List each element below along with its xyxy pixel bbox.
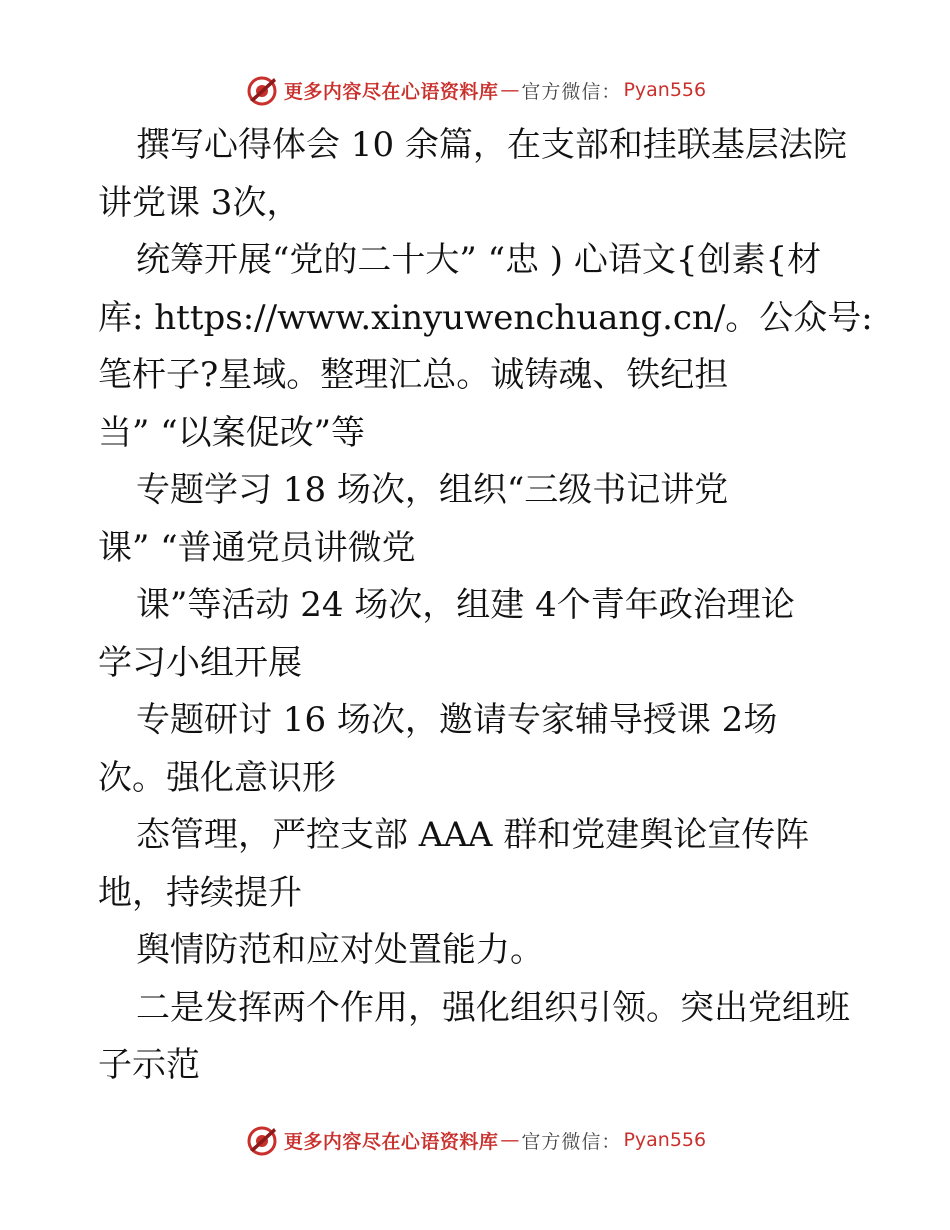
brand-logo-icon — [244, 1122, 280, 1158]
banner-wechat-id: Pyan556 — [623, 79, 707, 101]
text-line: 统筹开展“党的二十大” “忠 ) 心语文{创素{材 — [136, 240, 822, 280]
text-line: 库: https://www.xinyuwenchuang.cn/。公众号: — [98, 297, 873, 338]
text-line: 子示范 — [98, 1045, 200, 1085]
footer-banner — [0, 1120, 950, 1160]
text-line: 讲党课 3次， — [98, 182, 301, 223]
banner-wechat-label: 官方微信： — [521, 1130, 622, 1153]
text-line: 二是发挥两个作用，强化组织引领。突出党组班 — [136, 987, 850, 1028]
banner-title: 更多内容尽在心语资料库 — [283, 1130, 499, 1153]
banner-dash: — — [500, 79, 520, 101]
text-line: 撰写心得体会 10 余篇，在支部和挂联基层法院 — [136, 125, 847, 165]
banner-dash: — — [500, 1129, 520, 1151]
text-line: 笔杆子?星域。整理汇总。诚铸魂、铁纪担 — [98, 355, 729, 395]
banner-title: 更多内容尽在心语资料库 — [283, 80, 499, 103]
text-line: 课” “普通党员讲微党 — [98, 527, 416, 568]
text-line: 专题学习 18 场次，组织“三级书记讲党 — [136, 470, 729, 510]
text-line: 学习小组开展 — [98, 642, 302, 683]
text-line: 次。强化意识形 — [98, 757, 336, 798]
text-line: 态管理，严控支部 AAA 群和党建舆论宣传阵 — [136, 815, 810, 855]
header-banner — [0, 70, 950, 110]
document-body — [98, 117, 873, 1095]
text-line: 地，持续提升 — [98, 872, 302, 913]
text-line: 专题研讨 16 场次，邀请专家辅导授课 2场 — [136, 700, 778, 740]
text-line: 舆情防范和应对处置能力。 — [136, 930, 544, 970]
banner-wechat-label: 官方微信： — [521, 80, 622, 103]
text-line: 课”等活动 24 场次，组建 4个青年政治理论 — [136, 585, 795, 625]
brand-logo-icon — [244, 72, 280, 108]
banner-wechat-id: Pyan556 — [623, 1129, 707, 1151]
text-line: 当” “以案促改”等 — [98, 412, 365, 453]
